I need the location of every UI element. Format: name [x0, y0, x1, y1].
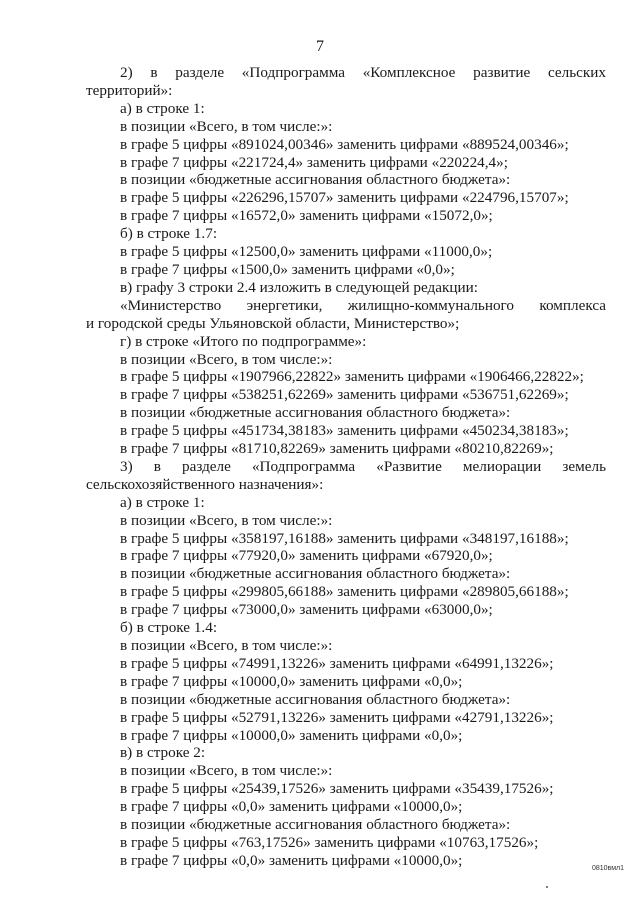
- text-line: в графе 7 цифры «221724,4» заменить цифрами «220224,4»;: [120, 153, 508, 171]
- text-line: в графе 7 цифры «1500,0» заменить цифрами «0,0»;: [120, 260, 455, 278]
- text-line: в графе 5 цифры «25439,17526» заменить цифрами «35439,17526»;: [120, 780, 554, 798]
- text-line: в графе 7 цифры «0,0» заменить цифрами «10000,0»;: [120, 851, 463, 869]
- text-line: в позиции «Всего, в том числе:»:: [120, 511, 333, 529]
- text-line: в графе 5 цифры «1907966,22822» заменить цифрами «1906466,22822»;: [120, 368, 584, 386]
- text-line: в графе 5 цифры «891024,00346» заменить цифрами «889524,00346»;: [120, 135, 569, 153]
- text-line: в позиции «Всего, в том числе:»:: [120, 117, 333, 135]
- text-line: в графе 7 цифры «0,0» заменить цифрами «10000,0»;: [120, 798, 463, 816]
- text-line: в позиции «бюджетные ассигнования областного бюджета»:: [120, 171, 511, 189]
- text-line: в) в строке 2:: [120, 744, 206, 762]
- text-line: в позиции «Всего, в том числе:»:: [120, 637, 333, 654]
- text-line: и городской среды Ульяновской области, Министерство»;: [86, 314, 460, 332]
- text-line: 3) в разделе «Подпрограмма «Развитие мелиорации земель: [120, 457, 606, 475]
- text-line: в графе 7 цифры «81710,82269» заменить цифрами «80210,82269»;: [120, 440, 554, 458]
- text-line: в позиции «бюджетные ассигнования областного бюджета»:: [120, 816, 511, 834]
- text-line: в) графу 3 строки 2.4 изложить в следующей редакции:: [120, 278, 479, 296]
- document-body: [86, 64, 606, 870]
- text-line: в графе 5 цифры «451734,38183» заменить цифрами «450234,38183»;: [120, 422, 569, 440]
- text-line: в графе 5 цифры «74991,13226» заменить цифрами «64991,13226»;: [120, 654, 554, 672]
- page-number: 7: [316, 38, 324, 55]
- text-line: в позиции «Всего, в том числе:»:: [120, 762, 333, 780]
- text-line: сельскохозяйственного назначения»:: [86, 475, 324, 493]
- text-line: б) в строке 1.4:: [120, 619, 218, 637]
- document-code: 0810вмл1: [591, 865, 624, 872]
- text-line: в графе 7 цифры «73000,0» заменить цифрами «63000,0»;: [120, 601, 493, 619]
- text-line: в позиции «бюджетные ассигнования областного бюджета»:: [120, 565, 511, 583]
- text-line: в графе 5 цифры «763,17526» заменить цифрами «10763,17526»;: [120, 833, 539, 851]
- text-line: г) в строке «Итого по подпрограмме»:: [120, 332, 367, 350]
- text-line: в графе 5 цифры «12500,0» заменить цифрами «11000,0»;: [120, 243, 493, 261]
- text-line: в графе 5 цифры «226296,15707» заменить цифрами «224796,15707»;: [120, 189, 569, 207]
- text-line: в графе 5 цифры «299805,66188» заменить цифрами «289805,66188»;: [120, 583, 569, 601]
- text-line: в графе 5 цифры «52791,13226» заменить цифрами «42791,13226»;: [120, 708, 554, 726]
- text-line: в графе 5 цифры «358197,16188» заменить цифрами «348197,16188»;: [120, 529, 569, 547]
- text-line: в позиции «бюджетные ассигнования областного бюджета»:: [120, 690, 511, 708]
- text-line: в позиции «Всего, в том числе:»:: [120, 350, 333, 368]
- text-line: территорий»:: [86, 81, 173, 99]
- scan-speck: [546, 886, 548, 888]
- text-line: в графе 7 цифры «77920,0» заменить цифрами «67920,0»;: [120, 547, 493, 565]
- text-line: в графе 7 цифры «10000,0» заменить цифрами «0,0»;: [120, 672, 463, 690]
- text-line: а) в строке 1:: [120, 99, 205, 117]
- text-line: а) в строке 1:: [120, 493, 205, 511]
- text-line: в графе 7 цифры «16572,0» заменить цифрами «15072,0»;: [120, 207, 493, 225]
- text-line: в графе 7 цифры «538251,62269» заменить цифрами «536751,62269»;: [120, 386, 569, 404]
- text-line: 2) в разделе «Подпрограмма «Комплексное развитие сельских: [120, 64, 606, 81]
- text-line: «Министерство энергетики, жилищно-коммунального комплекса: [120, 296, 606, 314]
- text-line: в позиции «бюджетные ассигнования областного бюджета»:: [120, 404, 511, 422]
- text-line: б) в строке 1.7:: [120, 225, 218, 243]
- text-line: в графе 7 цифры «10000,0» заменить цифрами «0,0»;: [120, 726, 463, 744]
